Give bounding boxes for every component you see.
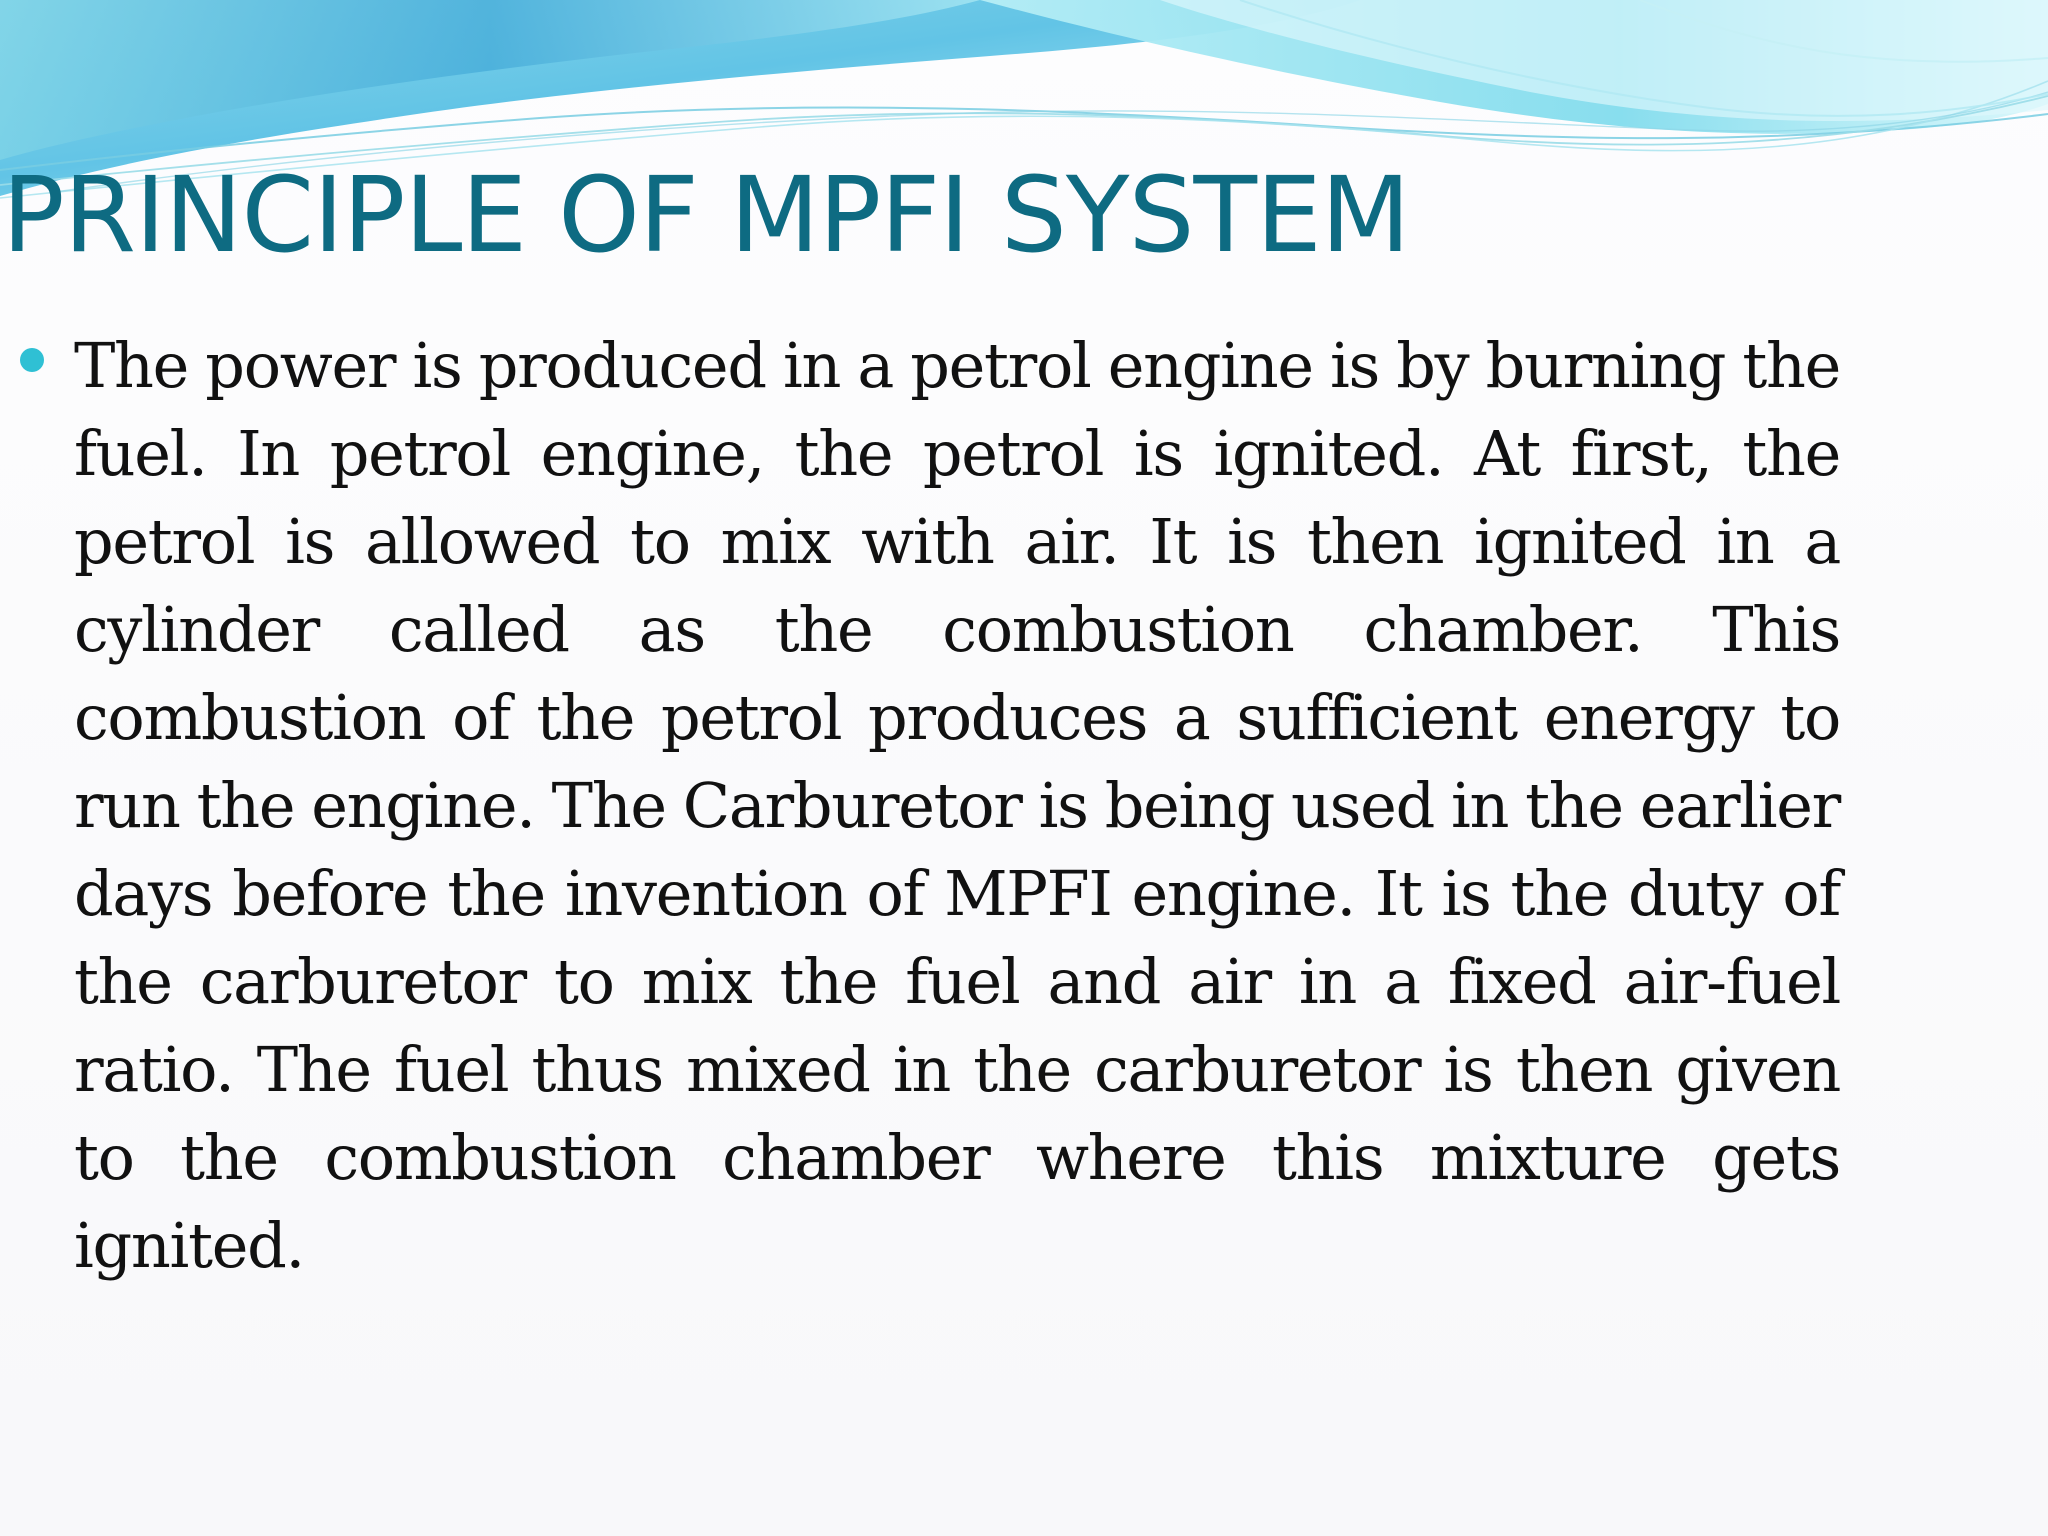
slide-title: PRINCIPLE OF MPFI SYSTEM bbox=[2, 154, 1410, 276]
bullet-text: The power is produced in a petrol engine is by burning the fuel. In petrol engine, the petrol is ignited. At first, the petrol is allowed to mix with air. It is then ignited in a cylinder called as the combustion chamber. This combustion of the petrol produces a sufficient energy to run the engine. The Carburetor is being used in the earlier days before the invention of MPFI engine. It is the duty of the carburetor to mix the fuel and air in a fixed air-fuel ratio. The fuel thus mixed in the carburetor is then given to the combustion chamber where this mixture gets ignited. bbox=[74, 329, 1840, 1282]
teal-dot-icon bbox=[20, 348, 44, 372]
bullet-item bbox=[20, 322, 1840, 1290]
slide-content bbox=[20, 322, 1840, 1290]
